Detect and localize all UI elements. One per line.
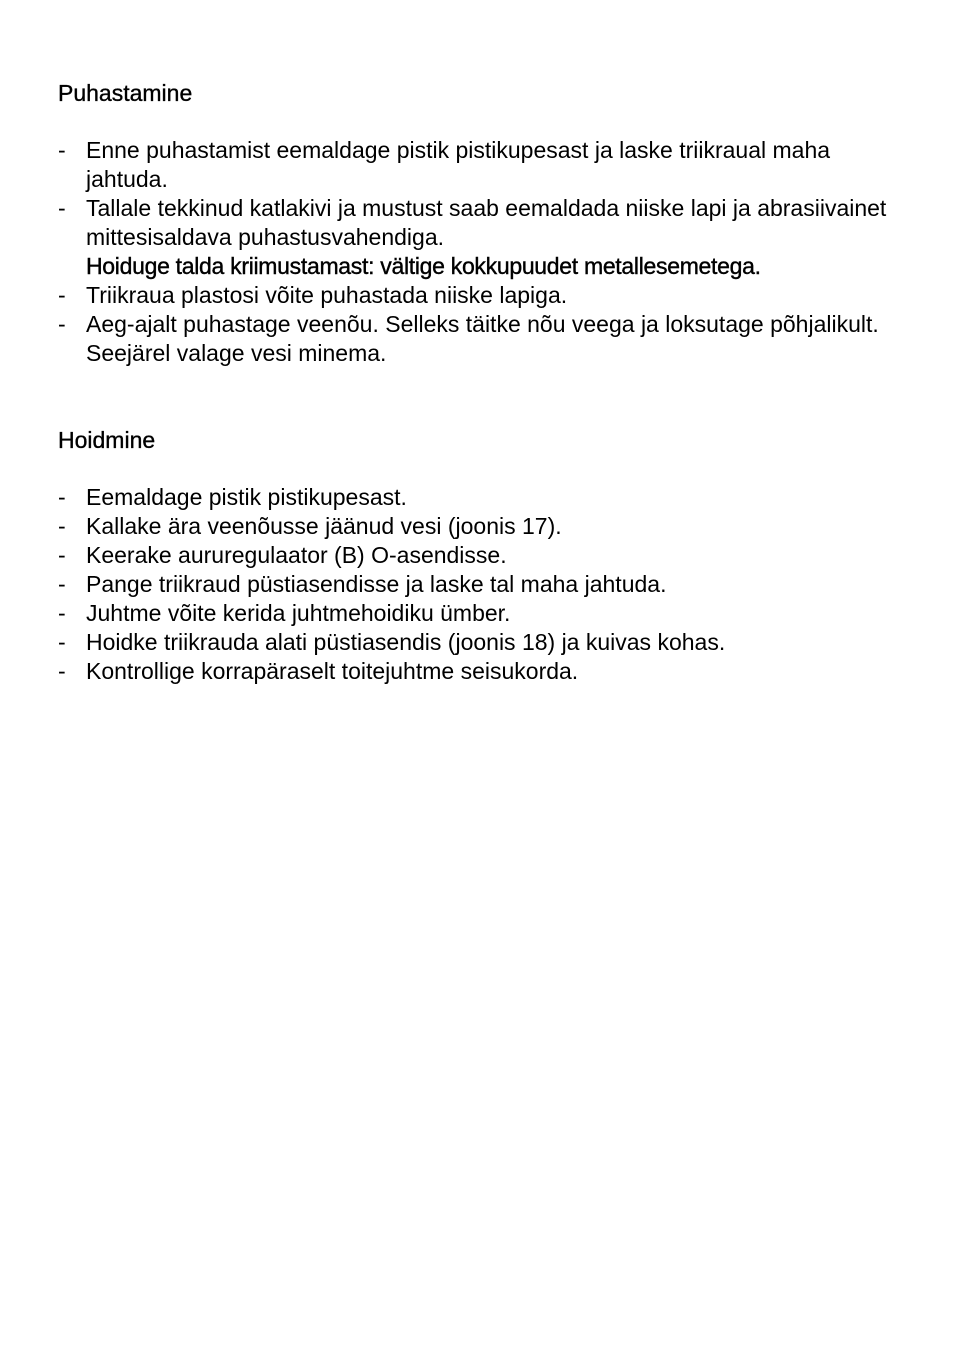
list-item-text: Keerake aururegulaator (B) O-asendisse. [86, 542, 507, 568]
list-item [58, 136, 918, 194]
bullet-dash: - [58, 542, 66, 568]
list-item [58, 281, 918, 310]
bullet-dash: - [58, 513, 66, 539]
bullet-dash: - [58, 282, 66, 308]
section-heading: Puhastamine [58, 80, 193, 106]
bullet-dash: - [58, 658, 66, 684]
list-item-text: Tallale tekkinud katlakivi ja mustust saab eemaldada niiske lapi ja abrasiivainet mittesisaldava puhastusvahendiga. [86, 195, 887, 250]
list-item [58, 483, 918, 512]
warning-note: Hoiduge talda kriimustamast: vältige kokkupuudet metallesemetega. [86, 253, 761, 279]
list-item [58, 628, 918, 657]
section-heading: Hoidmine [58, 427, 156, 453]
bullet-dash: - [58, 484, 66, 510]
section-hoidmine [58, 426, 918, 686]
list-item-text: Pange triikraud püstiasendisse ja laske tal maha jahtuda. [86, 571, 667, 597]
list-item [58, 599, 918, 628]
list-item-text: Juhtme võite kerida juhtmehoidiku ümber. [86, 600, 511, 626]
bullet-dash: - [58, 629, 66, 655]
bullet-dash: - [58, 571, 66, 597]
list-item [58, 657, 918, 686]
list-item [58, 310, 918, 368]
list-item [58, 570, 918, 599]
list-item-text: Triikraua plastosi võite puhastada niiske lapiga. [86, 282, 568, 308]
list-item [58, 194, 918, 281]
instruction-list [58, 483, 918, 686]
list-item [58, 541, 918, 570]
instruction-list [58, 136, 918, 368]
bullet-dash: - [58, 137, 66, 163]
list-item-text: Eemaldage pistik pistikupesast. [86, 484, 407, 510]
list-item-text: Kallake ära veenõusse jäänud vesi (joonis 17). [86, 513, 562, 539]
list-item-text: Hoidke triikrauda alati püstiasendis (joonis 18) ja kuivas kohas. [86, 629, 726, 655]
bullet-dash: - [58, 195, 66, 221]
list-item-text: Kontrollige korrapäraselt toitejuhtme seisukorda. [86, 658, 579, 684]
bullet-dash: - [58, 600, 66, 626]
list-item [58, 512, 918, 541]
bullet-dash: - [58, 311, 66, 337]
list-item-text: Aeg-ajalt puhastage veenõu. Selleks täitke nõu veega ja loksutage põhjalikult. Seejärel valage vesi minema. [86, 311, 879, 366]
list-item-text: Enne puhastamist eemaldage pistik pistikupesast ja laske triikraual maha jahtuda. [86, 137, 831, 192]
section-puhastamine [58, 79, 918, 368]
